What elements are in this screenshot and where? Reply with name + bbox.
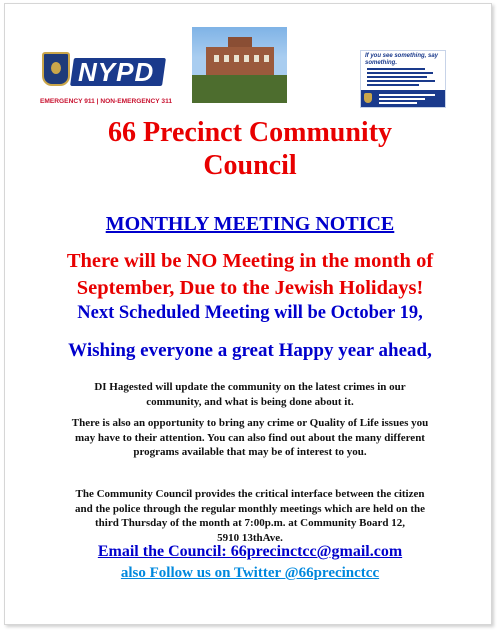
poster-headline: If you see something, say something. [365, 53, 439, 66]
meeting-notice-heading: MONTHLY MEETING NOTICE [105, 213, 395, 235]
paragraph-line: may have to their attention. You can also find out about the many different [75, 431, 425, 444]
next-meeting-text: Next Scheduled Meeting will be October 19, [77, 303, 423, 323]
building-window [234, 55, 239, 62]
announcement-line-1: There will be NO Meeting in the month of [66, 250, 434, 272]
building-window [244, 55, 249, 62]
page-title [0, 116, 500, 182]
email-council-link[interactable]: Email the Council: 66precinctcc@gmail.com [97, 543, 403, 560]
paragraph-line: DI Hagested will update the community on the latest crimes in our [94, 381, 406, 393]
police-shield-icon [42, 52, 70, 86]
paragraph-line: 5910 13thAve. [217, 531, 283, 544]
paragraph-line: The Community Council provides the critical interface between the citizen [75, 488, 425, 500]
council-info-paragraph [0, 487, 500, 545]
paragraph-line: third Thursday of the month at 7:00p.m. at Community Board 12, [95, 517, 405, 530]
title-line-2: Council [203, 150, 297, 181]
title-line-1: 66 Precinct Community [107, 117, 393, 148]
no-meeting-announcement [0, 248, 500, 302]
building-window [224, 55, 229, 62]
poster-footer-line [379, 102, 417, 104]
poster-text-line [367, 76, 427, 78]
poster-text-line [367, 84, 419, 86]
building-window [264, 55, 269, 62]
logo-brand-text: NYPD [78, 57, 155, 87]
twitter-link[interactable]: also Follow us on Twitter @66precinctcc [120, 565, 380, 581]
building-window [254, 55, 259, 62]
badge-icon [364, 93, 372, 103]
crime-update-paragraph [0, 380, 500, 409]
opportunity-paragraph [0, 416, 500, 460]
see-something-poster [360, 50, 446, 108]
paragraph-line: and the police through the regular monthly meetings which are held on the [75, 502, 425, 515]
announcement-line-2: September, Due to the Jewish Holidays! [76, 277, 424, 299]
paragraph-line: programs available that may be of interest to you. [133, 446, 367, 459]
poster-footer-line [379, 94, 435, 96]
poster-text-line [367, 80, 435, 82]
logo-tagline: EMERGENCY 911 | NON-EMERGENCY 311 [40, 98, 173, 105]
trees [192, 75, 287, 103]
poster-footer-line [379, 98, 425, 100]
nypd-logo [38, 52, 173, 108]
building-window [214, 55, 219, 62]
greeting-text: Wishing everyone a great Happy year ahead, [68, 340, 432, 361]
paragraph-line: community, and what is being done about it. [146, 395, 354, 408]
poster-text-line [367, 68, 425, 70]
paragraph-line: There is also an opportunity to bring any crime or Quality of Life issues you [71, 417, 429, 429]
poster-text-line [367, 72, 433, 74]
precinct-building-photo [192, 27, 287, 103]
